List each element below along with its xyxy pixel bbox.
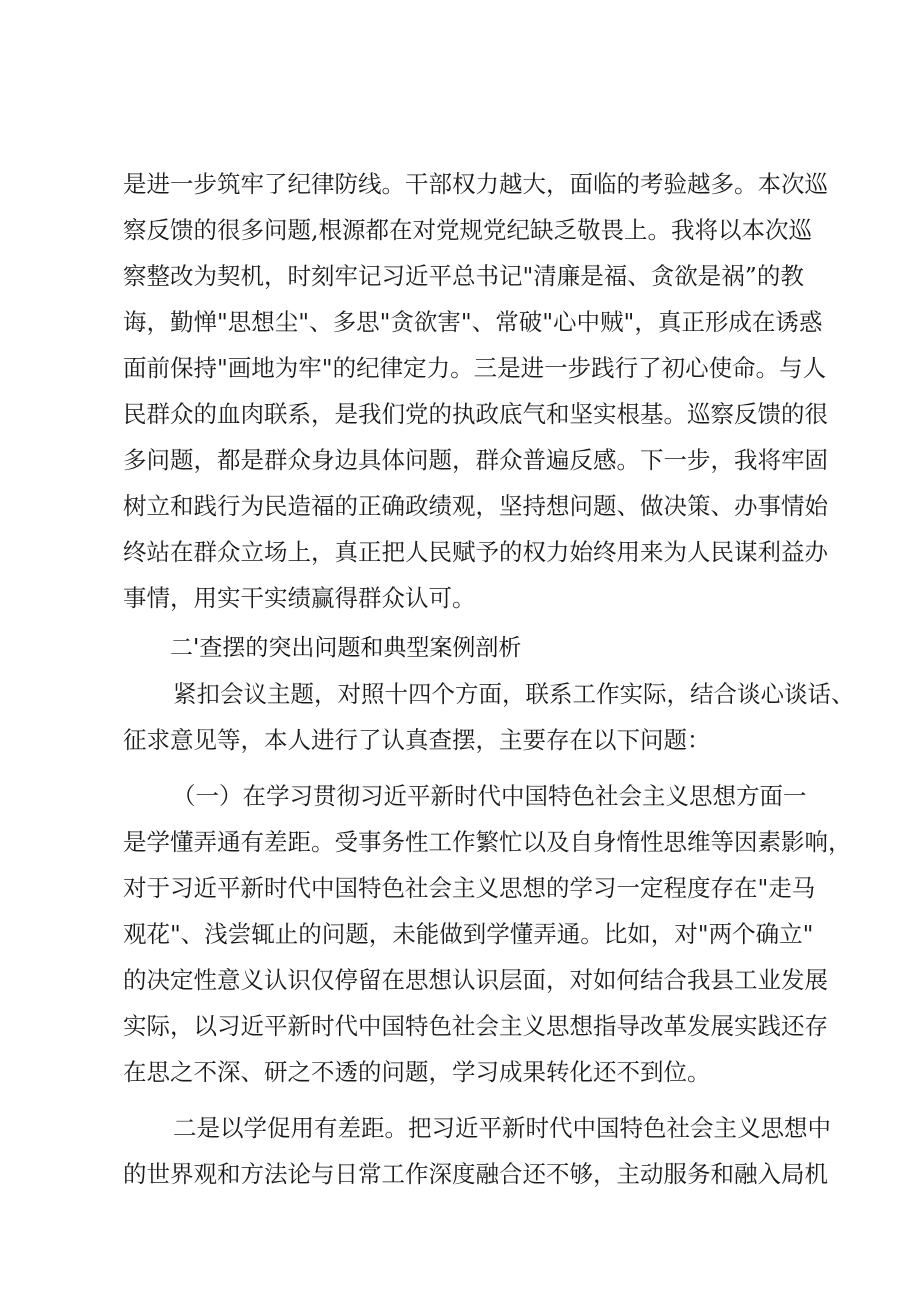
paragraph-line: 诲，勤惮"思想尘"、多思"贪欲害"、常破"心中贼"，真正形成在诱惑	[123, 308, 823, 336]
paragraph-line: 对于习近平新时代中国特色社会主义思想的学习一定程度存在"走马	[123, 874, 816, 902]
paragraph-line: 的世界观和方法论与日常工作深度融合还不够，主动服务和融入局机	[123, 1160, 828, 1188]
paragraph-line: 是学懂弄通有差距。受事务性工作繁忙以及自身惰性思维等因素影响，	[123, 828, 852, 856]
paragraph-line: 面前保持"画地为牢"的纪律定力。三是进一步践行了初心使命。与人	[123, 354, 827, 382]
paragraph-line: 实际，以习近平新时代中国特色社会主义思想指导改革发展实践还存	[123, 1012, 828, 1040]
paragraph-line: 察反馈的很多问题,根源都在对党规党纪缺乏敬畏上。我将以本次巡	[123, 216, 812, 244]
paragraph-line: 观花"、浅尝辄止的问题，未能做到学懂弄通。比如，对"两个确立"	[123, 920, 814, 948]
paragraph-line: 民群众的血肉联系，是我们党的执政底气和坚实根基。巡察反馈的很	[123, 400, 828, 428]
paragraph-line: 二是以学促用有差距。把习近平新时代中国特色社会主义思想中	[173, 1114, 831, 1142]
paragraph-line: 树立和践行为民造福的正确政绩观，坚持想问题、做决策、办事情始	[123, 492, 828, 520]
paragraph-line: 终站在群众立场上，真正把人民赋予的权力始终用来为人民谋利益办	[123, 538, 828, 566]
paragraph-line: 是进一步筑牢了纪律防线。干部权力越大，面临的考验越多。本次巡	[123, 170, 828, 198]
paragraph-line: （一）在学习贯彻习近平新时代中国特色社会主义思想方面一	[172, 782, 807, 810]
paragraph-line: 紧扣会议主题，对照十四个方面，联系工作实际，结合谈心谈话、	[173, 680, 855, 708]
section-heading: 二'查摆的突出问题和典型案例剖析	[170, 635, 522, 661]
paragraph-line: 征求意见等，本人进行了认真查摆，主要存在以下问题：	[123, 726, 711, 754]
paragraph-line: 事情，用实干实绩赢得群众认可。	[123, 584, 476, 612]
paragraph-line: 在思之不深、研之不透的问题，学习成果转化还不到位。	[123, 1058, 711, 1086]
paragraph-line: 多问题，都是群众身边具体问题，群众普遍反感。下一步，我将牢固	[123, 446, 828, 474]
paragraph-line: 察整改为契机，时刻牢记习近平总书记"清廉是福、贪欲是祸”的教	[123, 262, 804, 290]
paragraph-line: 的决定性意义认识仅停留在思想认识层面，对如何结合我县工业发展	[123, 966, 828, 994]
